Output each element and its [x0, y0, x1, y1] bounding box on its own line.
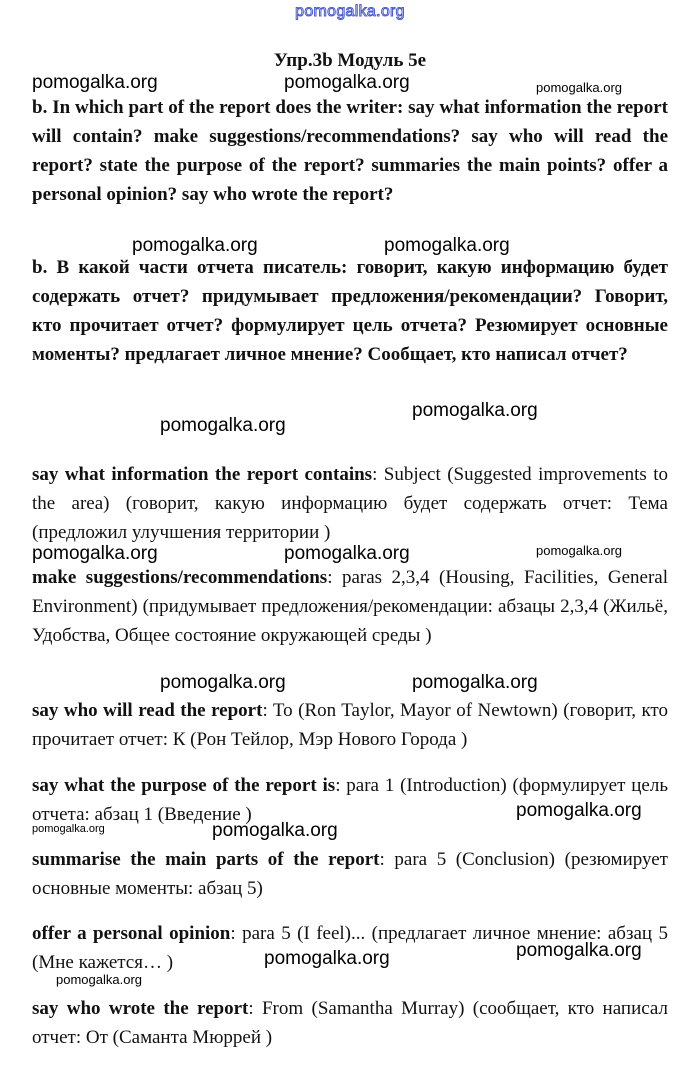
- answer-label: say what the purpose of the report is: [32, 775, 336, 796]
- answer-text: : paras 2,3,4 (Housing, Facilities, General Environment) (придумывает предложения/рекомендации: абзацы 2,3,4 (Жильё, Удобства, Общее состояние окружающей среды ): [32, 567, 668, 646]
- watermark: pomogalka.org: [412, 672, 538, 693]
- watermark: pomogalka.org: [160, 672, 286, 693]
- answer-label: offer a personal opinion: [32, 923, 231, 944]
- watermark-top: pomogalka.org: [295, 3, 405, 20]
- watermark: pomogalka.org: [32, 72, 158, 93]
- watermark: pomogalka.org: [32, 543, 158, 564]
- answer-item: [32, 563, 668, 650]
- watermark: pomogalka.org: [264, 948, 390, 969]
- watermark: pomogalka.org: [536, 80, 622, 95]
- answer-text: : From (Samantha Murray) (сообщает, кто написал отчет: От (Саманта Мюррей ): [32, 998, 668, 1048]
- answer-item: [32, 845, 668, 903]
- watermark: pomogalka.org: [160, 415, 286, 436]
- answer-item: [32, 460, 668, 547]
- answer-text: : para 5 (I feel)... (предлагает личное мнение: абзац 5 (Мне кажется… ): [32, 923, 668, 973]
- answer-label: say what information the report contains: [32, 464, 373, 485]
- watermark: pomogalka.org: [32, 823, 105, 835]
- watermark: pomogalka.org: [284, 72, 410, 93]
- answer-text: : para 5 (Conclusion) (резюмирует основные моменты: абзац 5): [32, 849, 668, 899]
- watermark: pomogalka.org: [516, 800, 642, 821]
- answer-label: say who will read the report: [32, 700, 263, 721]
- question-russian: b. В какой части отчета писатель: говорит, какую информацию будет содержать отчет? придумывает предложения/рекомендации? Говорит, кто прочитает отчет? формулирует цель отчета? Резюмирует основные моменты? предлагает личное мнение? Сообщает, кто написал отчет?: [32, 257, 668, 365]
- watermark: pomogalka.org: [284, 543, 410, 564]
- answer-label: summarise the main parts of the report: [32, 849, 380, 870]
- page-title: Упр.3b Модуль 5e: [273, 50, 427, 71]
- answer-item: [32, 696, 668, 754]
- answer-text: : para 1 (Introduction) (формулирует цель отчета: абзац 1 (Введение ): [32, 775, 668, 825]
- answer-label: make suggestions/recommendations: [32, 567, 328, 588]
- watermark: pomogalka.org: [132, 235, 258, 256]
- watermark: pomogalka.org: [56, 972, 142, 987]
- watermark: pomogalka.org: [212, 820, 338, 841]
- answer-text: : Subject (Suggested improvements to the area) (говорит, какую информацию будет содержать отчет: Тема (предложил улучшения территории ): [32, 464, 669, 543]
- watermark: pomogalka.org: [536, 543, 622, 558]
- answer-item: [32, 994, 668, 1052]
- answer-label: say who wrote the report: [32, 998, 249, 1019]
- question-english: b. In which part of the report does the writer: say what information the report will contain? make suggestions/recommendations? say who will read the report? state the purpose of the report? summaries the main points? offer a personal opinion? say who wrote the report?: [32, 97, 668, 205]
- answer-text: : To (Ron Taylor, Mayor of Newtown) (говорит, кто прочитает отчет: К (Рон Тейлор, Мэр Нового Города ): [32, 700, 668, 750]
- watermark: pomogalka.org: [516, 940, 642, 961]
- watermark: pomogalka.org: [384, 235, 510, 256]
- watermark: pomogalka.org: [412, 400, 538, 421]
